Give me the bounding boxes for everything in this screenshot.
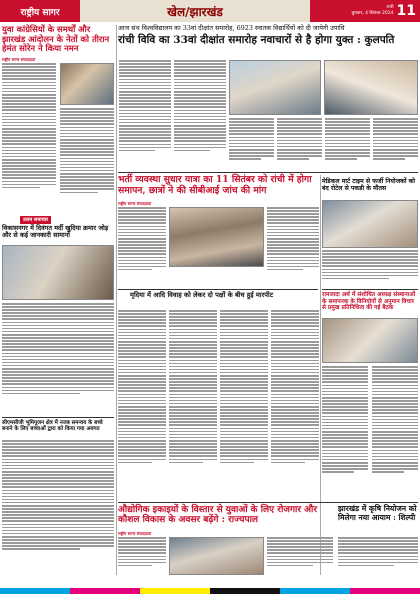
right-mid-body <box>322 250 418 287</box>
section-rule-3 <box>322 289 418 290</box>
lead-body-col1 <box>119 60 171 170</box>
left-bottom-headline: सीएमसीजी भूमिपूजन क्षेत्र में नजब समन्वय के बच्चे बनाने के लिए बच्चाओं द्वारा को किया गया अवगत <box>2 420 103 433</box>
lead-photo-1 <box>229 60 321 115</box>
left-top-body-col1 <box>2 63 56 213</box>
middle-body-col1 <box>118 207 166 287</box>
right2-body-col1 <box>322 366 368 500</box>
right-mid-photo <box>322 200 418 248</box>
lead-photo-2 <box>324 60 418 115</box>
section-rule-5 <box>118 502 418 503</box>
right2-body-col2 <box>372 366 418 500</box>
left-mid-kicker: उत्तम समाचार <box>20 216 51 224</box>
left-top-body-col2 <box>60 108 114 213</box>
left-mid-headline: विकासनगर में दिवंगत मर्दी खुदिया क्रमार जोड़ और से कई जानकारी सामानों <box>2 224 109 240</box>
left-mid-photo <box>2 245 114 300</box>
lead-body-col2 <box>174 60 226 170</box>
mid2-headline: मृदिया में आदि विवाह को लेकर दो पक्षों के बीच हुई मारपीट <box>130 291 274 299</box>
middle-photo <box>169 207 264 267</box>
date-text: बुधवार, 4 सितंबर 2024 <box>351 11 394 16</box>
left-top-headline: युवा कांग्रेसियों के समर्थों और झारखंड आंदोलन के नेतों को तीरान हेमंत सोरेन ने किया नमन <box>2 24 110 54</box>
section-rule-4 <box>2 417 114 418</box>
bottom-body-col1 <box>118 537 166 575</box>
section-rule-1 <box>118 172 418 173</box>
left-bottom-body <box>2 440 114 575</box>
right2-headline: रामजादा अर्थ में संशोधित अध्यक्ष संस्थानाओं के समापनक के विनियोगों से अनुमान विचार से प्रमुख प्रतिनिधित्व की गई बैठक <box>322 292 416 312</box>
top-kicker: आज संथ विश्वविद्यालय का 33वां दीक्षांत समारोह, 6923 स्नातक विद्यार्थियों को दी जायेगी उपाधि <box>118 24 345 32</box>
lead-headline: रांची विवि का 33वां दीक्षांत समारोह नवाचारों से है होगा युक्त : कुलपति <box>118 34 395 46</box>
lead-body-col3 <box>229 118 274 170</box>
byline-1: राष्ट्रीय सागर संवाददाता <box>2 57 36 62</box>
bottom-headline: औद्योगिक इकाइयों के विस्तार से युवाओं के लिए रोजगार और कौशल विकास के अवसर बढ़ेंगे : राज्यपाल <box>118 505 318 526</box>
lead-body-col4 <box>277 118 322 170</box>
bottom-right-body <box>338 537 418 575</box>
bottom-photo <box>169 537 264 575</box>
page-number: 11 <box>396 3 416 19</box>
lead-body-col5 <box>325 118 370 170</box>
byline-2: राष्ट्रीय सागर संवाददाता <box>118 201 152 206</box>
right-mid-headline: मेडिकल मार्ट टाइम से फर्जी नियोजकों को बंद रोटेल से पकडी के मौतस <box>322 178 416 193</box>
right2-photo <box>322 318 418 363</box>
section-rule-2 <box>118 289 318 290</box>
lead-body-col6 <box>373 118 418 170</box>
mid2-body-col4 <box>271 310 319 500</box>
mid2-body-col1 <box>118 310 166 500</box>
masthead <box>0 0 420 22</box>
column-rule-1 <box>116 25 117 575</box>
middle-body-col2 <box>267 207 319 287</box>
section-title: खेल/झारखंड <box>80 0 310 22</box>
byline-3: राष्ट्रीय सागर संवाददाता <box>118 531 152 536</box>
footer-color-strip <box>0 588 420 594</box>
paper-name: राष्ट्रीय सागर <box>0 0 80 22</box>
middle-headline: भर्ती व्यवस्था सुधार यात्रा का 11 सितंबर को रांची में होगा समापन, छात्रों ने की सीबीआई जांच की मांग <box>118 174 312 196</box>
mid2-body-col2 <box>169 310 217 500</box>
bottom-body-col2 <box>267 537 333 575</box>
date-city: रांची <box>386 5 394 11</box>
bottom-right-headline: झारखंड में कृषि नियोजन को मिलेगा नया आयाम : शिल्पी <box>338 504 417 522</box>
left-top-photo <box>60 63 114 105</box>
date-block <box>310 0 420 22</box>
mid2-body-col3 <box>220 310 268 500</box>
left-mid-body <box>2 303 114 413</box>
